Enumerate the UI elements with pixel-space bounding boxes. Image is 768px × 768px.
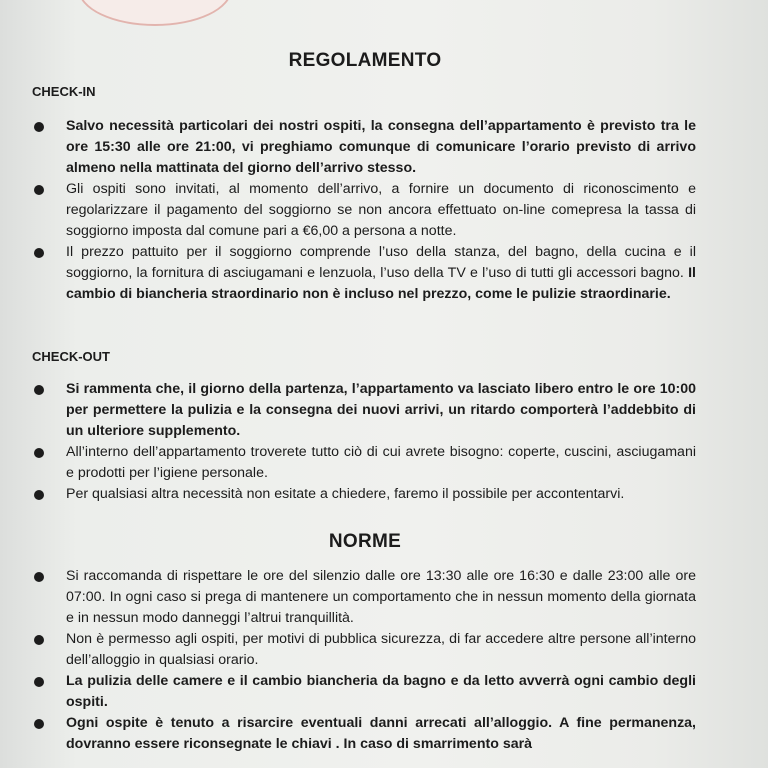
bullet-icon <box>34 248 44 258</box>
logo-emblem <box>78 0 232 26</box>
checkout-list <box>0 379 696 505</box>
bullet-icon <box>34 448 44 458</box>
list-item <box>0 179 696 242</box>
item-text: Non è permesso agli ospiti, per motivi di pubblica sicurezza, di far accedere altre persone all’interno dell’alloggio in qualsiasi orario. <box>66 631 696 668</box>
list-item <box>0 379 696 442</box>
item-text: Si raccomanda di rispettare le ore del silenzio dalle ore 13:30 alle ore 16:30 e dalle 23:00 alle ore 07:00. In ogni caso si prega di mantenere un comportamento che in nessun momento della giornata e in nessun modo danneggi l’altrui tranquillità. <box>66 568 696 626</box>
item-text: Gli ospiti sono invitati, al momento dell’arrivo, a fornire un documento di riconoscimento e regolarizzare il pagamento del soggiorno se non ancora effettuato on-line comepresa la tassa di soggiorno imposta dal comune pari a €6,00 a persona a notte. <box>66 181 696 239</box>
list-item <box>0 629 696 671</box>
list-item <box>0 566 696 629</box>
document-title: REGOLAMENTO <box>288 50 442 71</box>
bullet-icon <box>34 635 44 645</box>
bullet-icon <box>34 385 44 395</box>
list-item <box>0 242 696 305</box>
item-text: All’interno dell’appartamento troverete tutto ciò di cui avrete bisogno: coperte, cuscini, asciugamani e prodotti per l’igiene personale. <box>66 444 696 481</box>
bullet-icon <box>34 185 44 195</box>
item-bold-text: Si rammenta che, il giorno della partenza, l’appartamento va lasciato libero entro le ore 10:00 per permettere la pulizia e la consegna dei nuovi arrivi, un ritardo comporterà l’addebbito di un ulteriore supplemento. <box>66 381 696 439</box>
bullet-icon <box>34 719 44 729</box>
section-label-checkout: CHECK-OUT <box>32 349 110 364</box>
bullet-icon <box>34 677 44 687</box>
list-item <box>0 442 696 484</box>
item-bold-text: Salvo necessità particolari dei nostri ospiti, la consegna dell’appartamento è previsto tra le ore 15:30 alle ore 21:00, vi preghiamo comunque di comunicare l’orario previsto di arrivo almeno nella mattinata del giorno dell’arrivo stesso. <box>66 118 696 176</box>
item-bold-text: La pulizia delle camere e il cambio biancheria da bagno e da letto avverrà ogni cambio degli ospiti. <box>66 673 696 710</box>
list-item <box>0 713 696 755</box>
checkin-list <box>0 116 696 305</box>
list-item <box>0 671 696 713</box>
item-bold-text: Ogni ospite è tenuto a risarcire eventuali danni arrecati all’alloggio. A fine permanenza, dovranno essere riconsegnate le chiavi . In caso di smarrimento sarà <box>66 715 696 752</box>
bullet-icon <box>34 490 44 500</box>
bullet-icon <box>34 572 44 582</box>
item-bold-text: Il cambio di biancheria straordinario non è incluso nel prezzo, come le pulizie straordinarie. <box>66 265 696 302</box>
section-title-norme: NORME <box>328 531 402 552</box>
item-text: Per qualsiasi altra necessità non esitate a chiedere, faremo il possibile per accontentarvi. <box>66 486 625 502</box>
bullet-icon <box>34 122 44 132</box>
list-item <box>0 116 696 179</box>
item-text: Il prezzo pattuito per il soggiorno comprende l’uso della stanza, del bagno, della cucina e il soggiorno, la fornitura di asciugamani e lenzuola, l’uso della TV e l’uso di tutti gli accessori bagno. <box>66 244 696 281</box>
section-label-checkin: CHECK-IN <box>32 84 96 99</box>
list-item <box>0 484 696 505</box>
norme-list <box>0 566 696 755</box>
